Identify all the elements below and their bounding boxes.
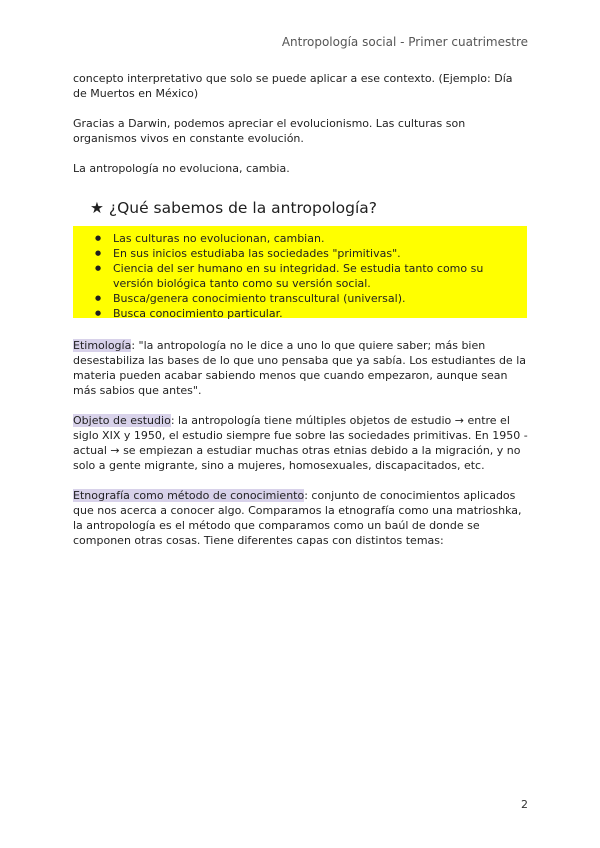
etnografia-text: : conjunto de conocimientos aplicados que nos acerca a conocer algo. Comparamos la etnografía como una matrioshka, la antropología es el método que comparamos como un baúl de donde se componen otras cosas. Tiene diferentes capas con distintos temas: (73, 489, 522, 547)
page-content (73, 71, 529, 548)
bullet-list (73, 231, 527, 321)
intro-paragraph: concepto interpretativo que solo se puede aplicar a ese contexto. (Ejemplo: Día de Muertos en México) (73, 72, 513, 100)
section-heading-text: ¿Qué sabemos de la antropología? (108, 199, 378, 217)
etnografia-paragraph (73, 488, 529, 548)
etimologia-paragraph (73, 338, 529, 398)
objeto-term: Objeto de estudio (73, 414, 171, 427)
star-icon: ★ (90, 199, 104, 217)
darwin-paragraph: Gracias a Darwin, podemos apreciar el evolucionismo. Las culturas son organismos vivos en constante evolución. (73, 117, 466, 145)
page-number: 2 (521, 798, 528, 811)
list-item: ● Ciencia del ser humano en su integridad. Se estudia tanto como su versión biológica tanto como su versión social. (113, 261, 517, 291)
objeto-paragraph (73, 413, 529, 473)
etimologia-term: Etimología (73, 339, 132, 352)
list-item: ● En sus inicios estudiaba las sociedades "primitivas". (113, 246, 517, 261)
list-item: ● Busca/genera conocimiento transcultural (universal). (113, 291, 517, 306)
etnografia-term: Etnografía como método de conocimiento (73, 489, 305, 502)
list-item: ● Las culturas no evolucionan, cambian. (113, 231, 517, 246)
list-item: ● Busca conocimiento particular. (113, 306, 517, 321)
no-evoluciona-paragraph: La antropología no evoluciona, cambia. (73, 162, 290, 175)
highlight-box (73, 226, 527, 318)
objeto-text: : la antropología tiene múltiples objetos de estudio → entre el siglo XIX y 1950, el estudio siempre fue sobre las sociedades primitivas. En 1950 - actual → se empiezan a estudiar muchas otras etnias debido a la migración, y no solo a gente migrante, sino a mujeres, homosexuales, discapacitados, etc. (73, 414, 528, 472)
etimologia-text: : "la antropología no le dice a uno lo que quiere saber; más bien desestabiliza las bases de lo que uno pensaba que ya sabía. Los estudiantes de la materia pueden acabar sabiendo menos que cuando empezaron, aunque sean más sabios que antes". (73, 339, 526, 397)
section-heading (90, 198, 529, 218)
page-header: Antropología social - Primer cuatrimestre (281, 35, 528, 49)
